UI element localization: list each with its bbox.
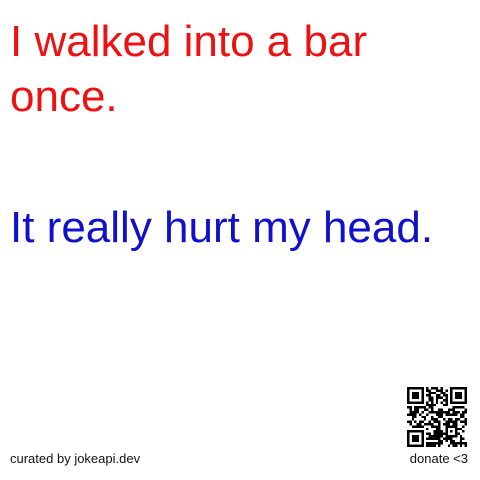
credit-text: curated by jokeapi.dev <box>10 451 141 466</box>
joke-punchline: It really hurt my head. <box>10 203 434 252</box>
joke-setup: I walked into a bar once. <box>10 17 368 121</box>
donate-link[interactable]: donate <3 <box>409 451 468 466</box>
qr-code-icon[interactable] <box>407 387 467 447</box>
